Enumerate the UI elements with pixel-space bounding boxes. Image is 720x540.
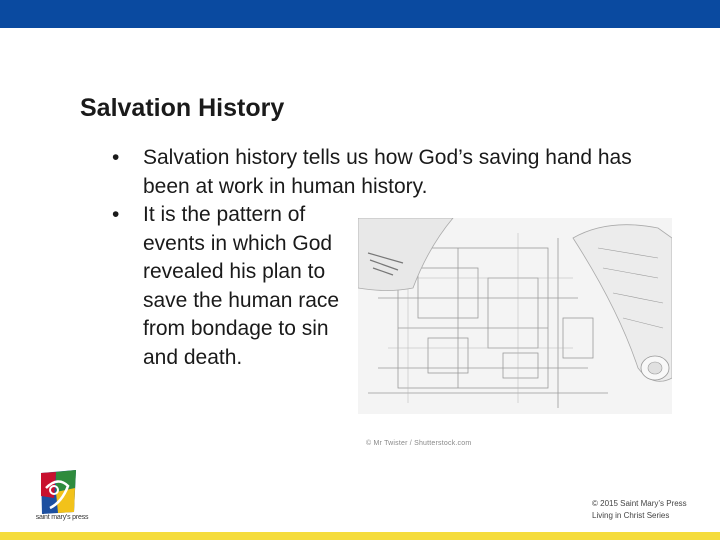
blueprint-image	[358, 218, 672, 414]
copyright-block	[592, 498, 687, 522]
bullet-item	[108, 144, 643, 201]
bullet-text: Salvation history tells us how God’s saving hand has been at work in human history.	[143, 146, 632, 198]
copyright-line: © 2015 Saint Mary’s Press	[592, 499, 687, 508]
bullet-item	[108, 201, 343, 372]
top-bar	[0, 0, 720, 28]
bottom-bar	[0, 532, 720, 540]
photo-credit: © Mr Twister / Shutterstock.com	[366, 440, 472, 447]
slide-title: Salvation History	[80, 94, 285, 122]
bullet-marker: •	[112, 146, 120, 169]
bullet-text: It is the pattern of events in which God revealed his plan to save the human race from bondage to sin and death.	[143, 203, 340, 369]
bullet-marker: •	[112, 203, 120, 226]
logo-text: saint mary's press	[35, 514, 89, 521]
series-line: Living in Christ Series	[592, 511, 670, 520]
